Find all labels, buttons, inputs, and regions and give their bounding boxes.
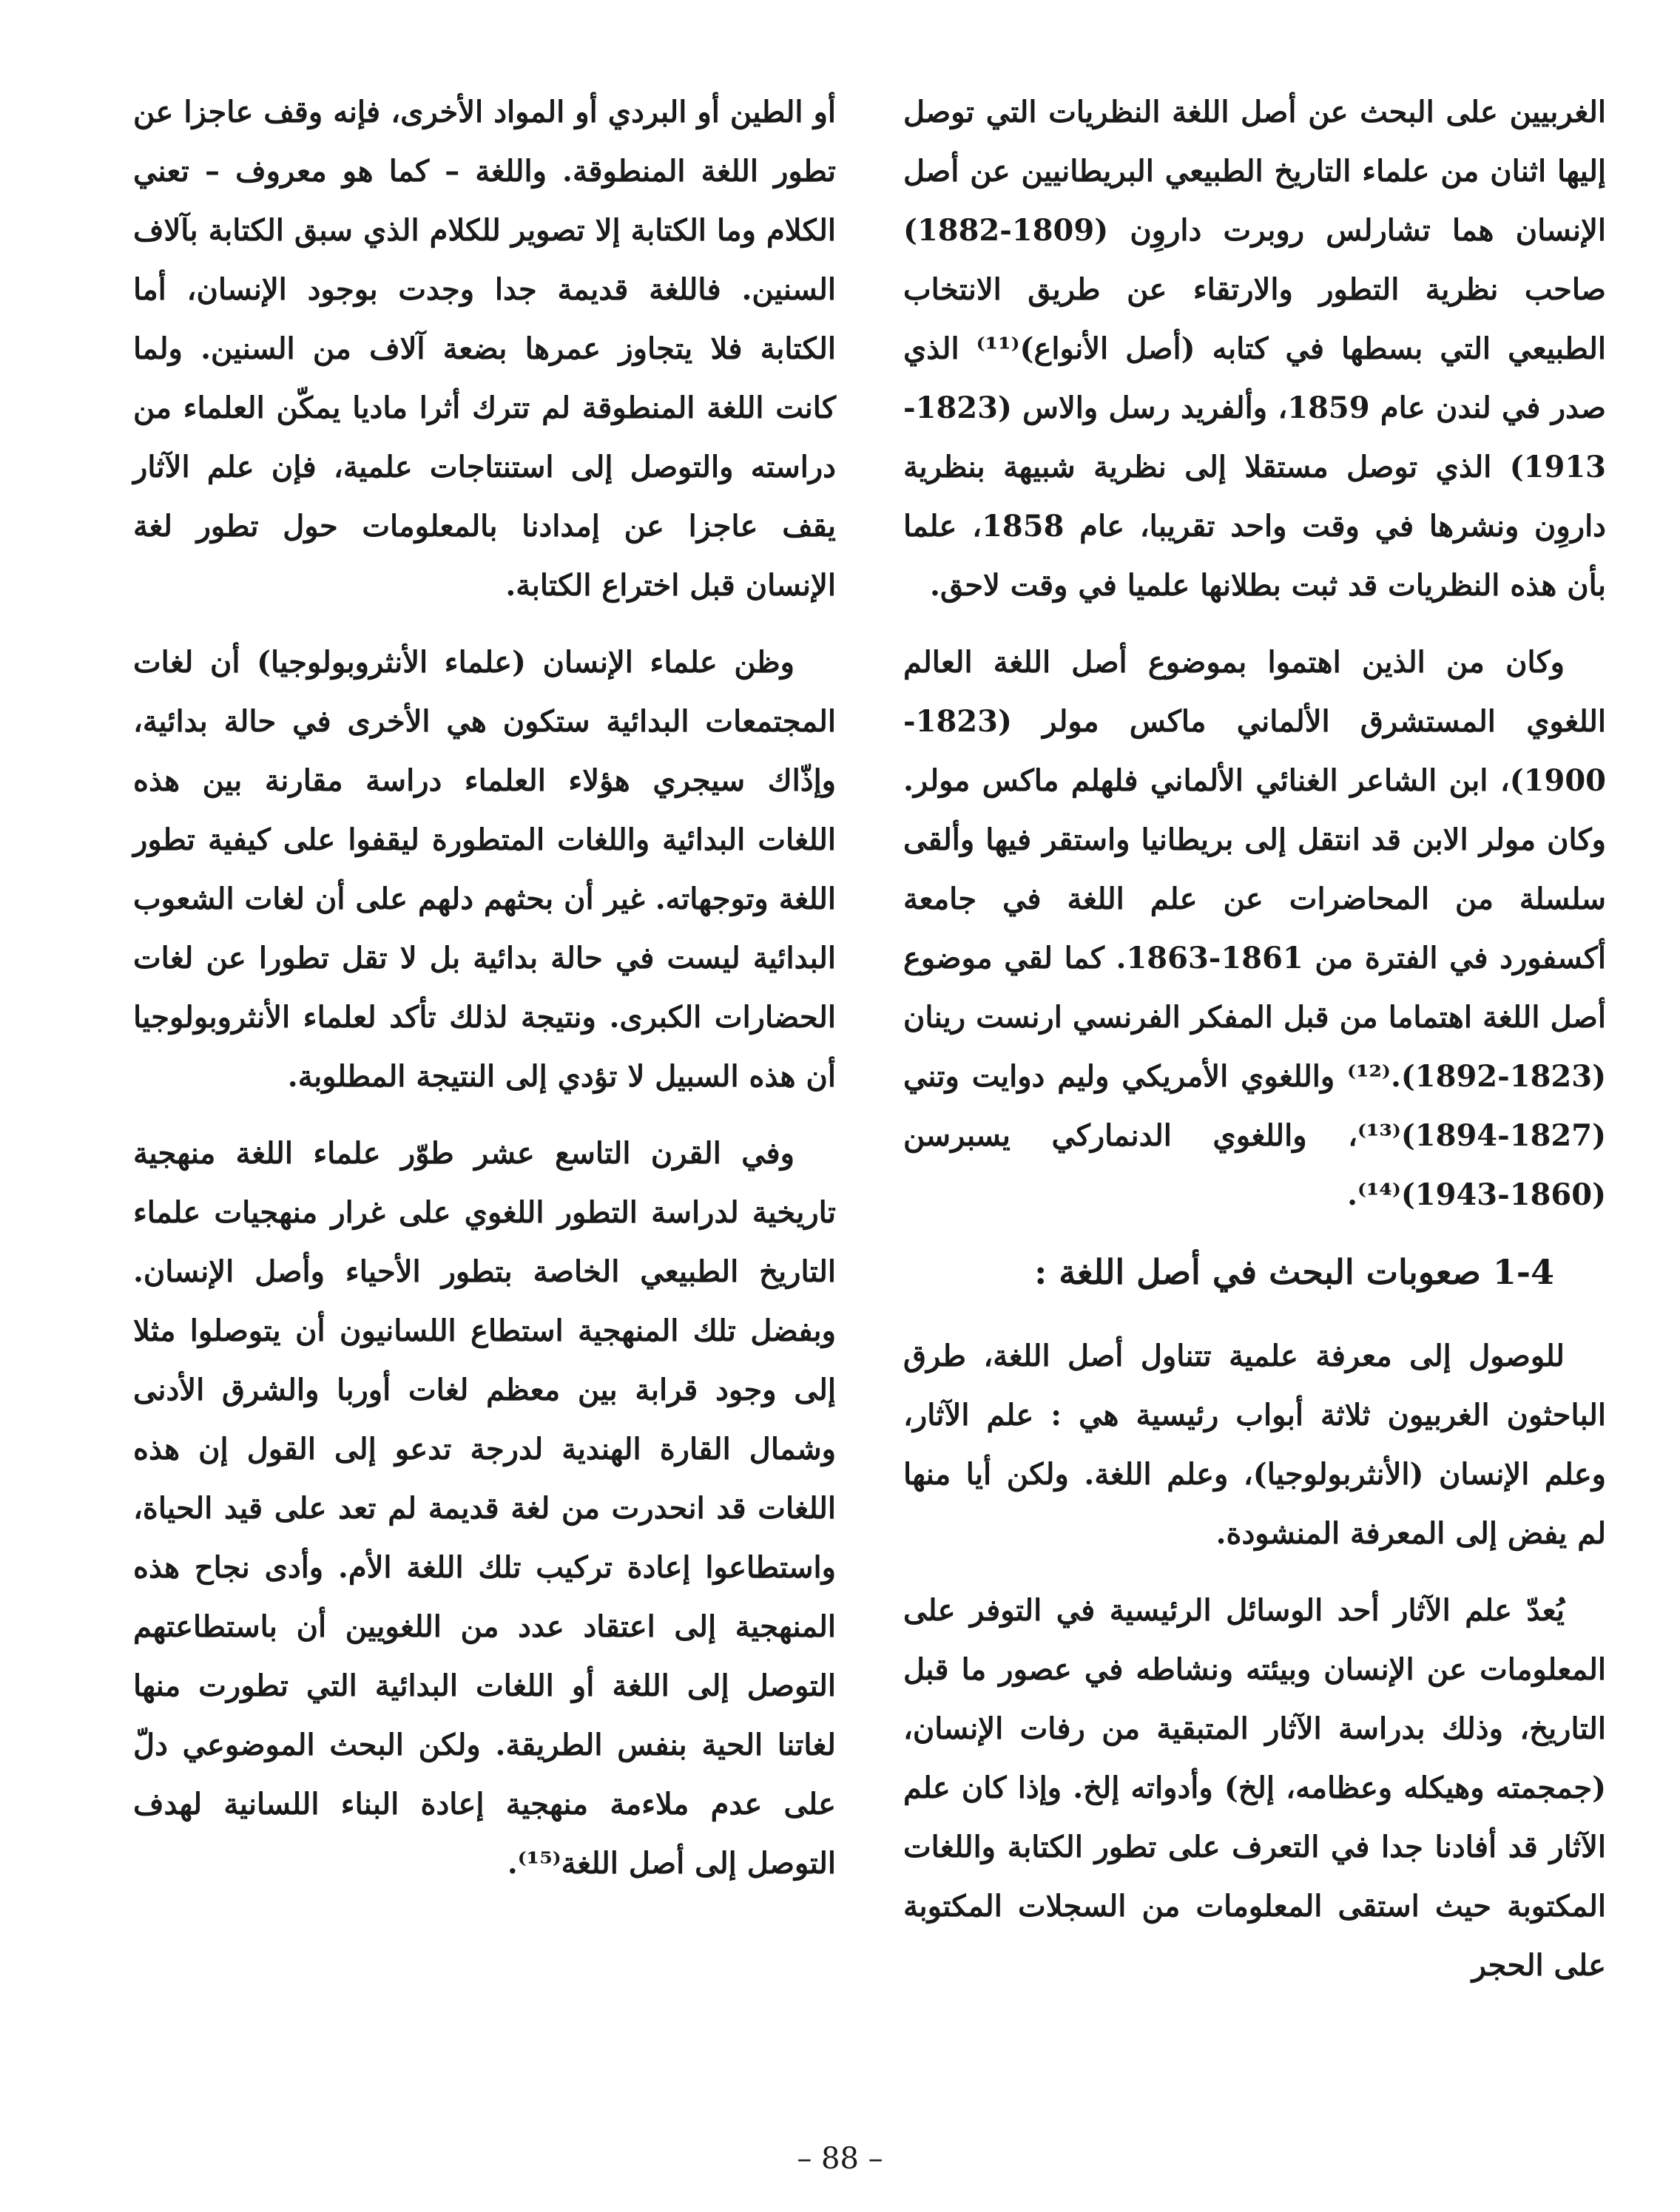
right-paragraph-2: وكان من الذين اهتموا بموضوع أصل اللغة العالم اللغوي المستشرق الألماني ماكس مولر (1823-1900)، ابن الشاعر الغنائي الألماني فلهلم ماكس مولر. وكان مولر الابن قد انتقل إلى بريطانيا واستقر فيها وألقى سلسلة من المحاضرات عن علم اللغة في جامعة أكسفورد في الفترة من 1861-1863. كما لقي موضوع أصل اللغة اهتماما من قبل المفكر الفرنسي ارنست رينان (1823-1892).⁽¹²⁾ واللغوي الأمريكي وليم دوايت وتني (1827-1894)⁽¹³⁾، واللغوي الدنماركي يسبرسن (1860-1943)⁽¹⁴⁾. xyxy=(903,645,1607,1212)
left-column xyxy=(133,83,836,1911)
right-paragraph-4: يُعدّ علم الآثار أحد الوسائل الرئيسية في التوفر على المعلومات عن الإنسان وبيئته ونشاطه في عصور ما قبل التاريخ، وذلك بدراسة الآثار المتبقية من رفات الإنسان، (جمجمته وهيكله وعظامه، إلخ) وأدواته إلخ. وإذا كان علم الآثار قد أفادنا جدا في التعرف على تطور الكتابة واللغات المكتوبة حيث استقى المعلومات من السجلات المكتوبة على الحجر xyxy=(903,1593,1606,1983)
section-heading: 1-4 صعوبات البحث في أصل اللغة : xyxy=(1034,1252,1554,1292)
right-paragraph-3: للوصول إلى معرفة علمية تتناول أصل اللغة، طرق الباحثون الغربيون ثلاثة أبواب رئيسية هي : علم الآثار، وعلم الإنسان (الأنثربولوجيا)، وعلم اللغة. ولكن أيا منها لم يفض إلى المعرفة المنشودة. xyxy=(903,1339,1606,1551)
right-paragraph-1: الغربيين على البحث عن أصل اللغة النظريات التي توصل إليها اثنان من علماء التاريخ الطبيعي البريطانيين عن أصل الإنسان هما تشارلس روبرت داروِن (1809-1882) صاحب نظرية التطور والارتقاء عن طريق الانتخاب الطبيعي التي بسطها في كتابه (أصل الأنواع)⁽¹¹⁾ الذي صدر في لندن عام 1859، وألفريد رسل والاس (1823-1913) الذي توصل مستقلا إلى نظرية شبيهة بنظرية داروِن ونشرها في وقت واحد تقريبا، عام 1858، علما بأن هذه النظريات قد ثبت بطلانها علميا في وقت لاحق. xyxy=(903,95,1606,603)
right-column xyxy=(903,83,1606,2013)
left-paragraph-2: وظن علماء الإنسان (علماء الأنثروبولوجيا) أن لغات المجتمعات البدائية ستكون هي الأخرى في حالة بدائية، وإذّاك سيجري هؤلاء العلماء دراسة مقارنة بين هذه اللغات البدائية واللغات المتطورة ليقفوا على كيفية تطور اللغة وتوجهاته. غير أن بحثهم دلهم على أن لغات الشعوب البدائية ليست في حالة بدائية بل لا تقل تطورا عن لغات الحضارات الكبرى. ونتيجة لذلك تأكد لعلماء الأنثروبولوجيا أن هذه السبيل لا تؤدي إلى النتيجة المطلوبة. xyxy=(133,645,836,1094)
left-paragraph-3: وفي القرن التاسع عشر طوّر علماء اللغة منهجية تاريخية لدراسة التطور اللغوي على غرار منهجيات علماء التاريخ الطبيعي الخاصة بتطور الأحياء وأصل الإنسان. وبفضل تلك المنهجية استطاع اللسانيون أن يتوصلوا مثلا إلى وجود قرابة بين معظم لغات أوربا والشرق الأدنى وشمال القارة الهندية لدرجة تدعو إلى القول إن هذه اللغات قد انحدرت من لغة قديمة لم تعد على قيد الحياة، واستطاعوا إعادة تركيب تلك اللغة الأم. وأدى نجاح هذه المنهجية إلى اعتقاد عدد من اللغويين أن باستطاعتهم التوصل إلى اللغة أو اللغات البدائية التي تطورت منها لغاتنا الحية بنفس الطريقة. ولكن البحث الموضوعي دلّ على عدم ملاءمة منهجية إعادة البناء اللسانية لهدف التوصل إلى أصل اللغة⁽¹⁵⁾. xyxy=(133,1136,836,1881)
page-number: – 88 – xyxy=(797,2142,883,2176)
left-paragraph-1: أو الطين أو البردي أو المواد الأخرى، فإنه وقف عاجزا عن تطور اللغة المنطوقة. واللغة – كما هو معروف – تعني الكلام وما الكتابة إلا تصوير للكلام الذي سبق الكتابة بآلاف السنين. فاللغة قديمة جدا وجدت بوجود الإنسان، أما الكتابة فلا يتجاوز عمرها بضعة آلاف من السنين. ولما كانت اللغة المنطوقة لم تترك أثرا ماديا يمكّن العلماء من دراسته والتوصل إلى استنتاجات علمية، فإن علم الآثار يقف عاجزا عن إمدادنا بالمعلومات حول تطور لغة الإنسان قبل اختراع الكتابة. xyxy=(133,95,836,603)
